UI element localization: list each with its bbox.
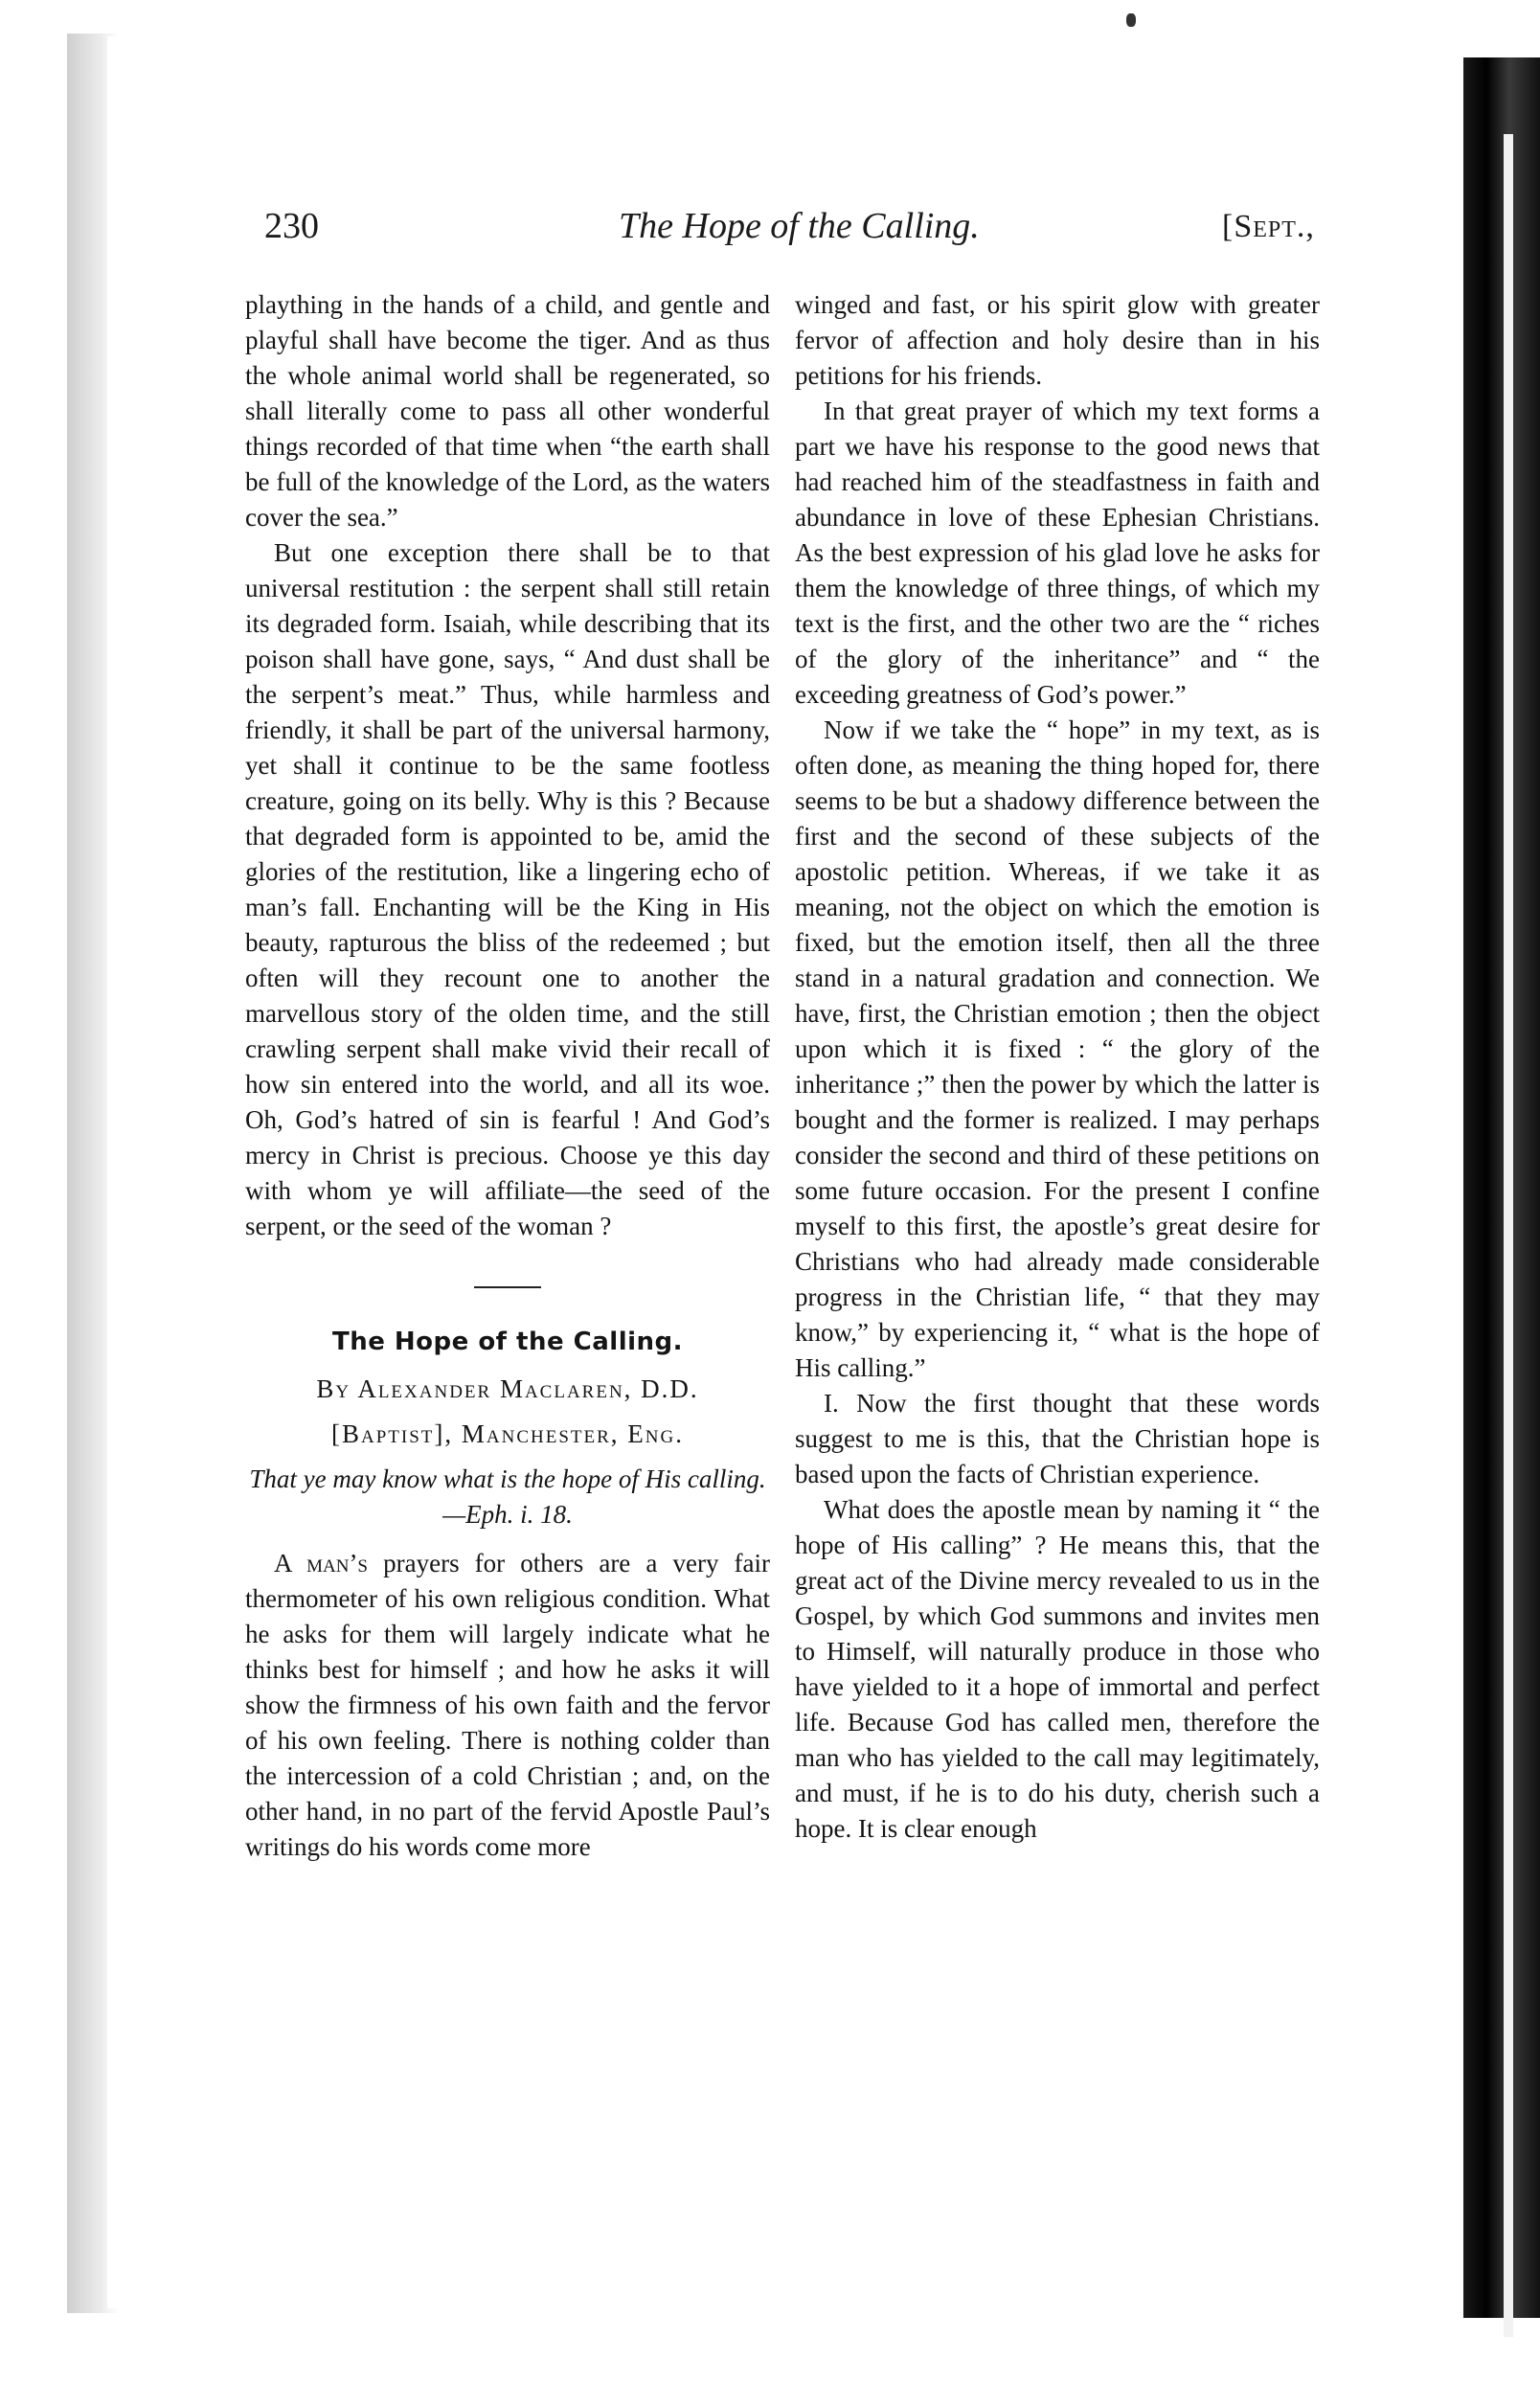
paragraph: But one exception there shall be to that universal restitution : the serpent shall still retain its degraded form. Isaiah, while describing that its poison shall have gone, says, “ And dust shall be the serpent’s meat.” Thus, while harmless and friendly, it shall be part of the universal harmony, yet shall it continue to be the same footless creature, going on its belly. Why is this ? Because that degraded form is appointed to be, amid the glories of the restitution, like a lingering echo of man’s fall. Enchanting will be the King in His beauty, rapturous the bliss of the redeemed ; but often will they recount one to another the marvellous story of the olden time, and the still crawling serpent shall make vivid their recall of how sin entered into the world, and all its woe. Oh, God’s hatred of sin is fearful ! And God’s mercy in Christ is precious. Choose ye this day with whom ye will affiliate—the seed of the serpent, or the seed of the woman ?	[245, 538, 770, 1240]
paragraph: winged and fast, or his spirit glow with greater fervor of affection and holy desire than in his petitions for his friends.	[795, 290, 1320, 390]
section-divider	[474, 1286, 541, 1288]
running-title: The Hope of the Calling.	[619, 206, 980, 246]
running-date: [Sept.,	[1222, 209, 1315, 244]
opening-text: prayers for others are a very fair thermometer of his own religious condition. What he asks for them will largely indicate what he thinks best for himself ; and how he asks it will show the firmness of his own faith and the fervor of his own feeling. There is nothing colder than the intercession of a cold Christian ; and, on the other hand, in no part of the fervid Apostle Paul’s writings do his words come more	[245, 1549, 771, 1861]
paragraph: What does the apostle mean by naming it “ the hope of His calling” ? He means this, that the great act of the Divine mercy revealed to us in the Gospel, by which God summons and invites men to Himself, will naturally produce in those who have yielded to it a hope of immortal and perfect life. Because God has called men, therefore the man who has yielded to the call may legitimately, and must, if he is to do his duty, cherish such a hope. It is clear enough	[795, 1495, 1320, 1843]
scripture-epigraph: That ye may know what is the hope of His calling.—Eph. i. 18.	[249, 1464, 766, 1529]
author-affiliation: [Baptist], Manchester, Eng.	[331, 1419, 684, 1448]
paragraph: In that great prayer of which my text forms a part we have his response to the good news that had reached him of the steadfastness in faith and abundance in love of these Ephesian Christians. As the best expression of his glad love he asks for them the knowledge of three things, of which my text is the first, and the other two are the “ riches of the glory of the inheritance” and “ the exceeding greatness of God’s power.”	[795, 397, 1320, 709]
next-page-edge	[1504, 134, 1513, 2337]
paragraph: I. Now the first thought that these words suggest to me is this, that the Christian hope is based upon the facts of Christian experience.	[795, 1389, 1320, 1488]
paragraph: plaything in the hands of a child, and gentle and playful shall have become the tiger. And as thus the whole animal world shall be regenerated, so shall literally come to pass all other wonderful things recorded of that time when “the earth shall be full of the knowledge of the Lord, as the waters cover the sea.”	[245, 290, 770, 532]
left-column	[245, 287, 770, 1865]
article-title: The Hope of the Calling.	[331, 1328, 684, 1356]
page-number: 230	[264, 206, 319, 246]
book-edge-dark	[1463, 57, 1540, 2318]
right-column	[795, 287, 1320, 1847]
dust-speck	[1126, 13, 1136, 27]
running-header	[264, 205, 1366, 262]
author-byline: By Alexander Maclaren, D.D.	[316, 1374, 699, 1403]
paragraph: Now if we take the “ hope” in my text, as is often done, as meaning the thing hoped for, there seems to be but a shadowy difference between the first and the second of these subjects of the apostolic petition. Whereas, if we take it as meaning, not the object on which the emotion is fixed, but the emotion itself, then all the three stand in a natural gradation and connection. We have, first, the Christian emotion ; then the object upon which it is fixed : “ the glory of the inheritance ;” then the power by which the latter is bought and the former is realized. I may perhaps consider the second and third of these petitions on some future occasion. For the present I confine myself to this first, the apostle’s great desire for Christians who had already made considerable progress in the Christian life, “ that they may know,” by experiencing it, “ what is the hope of His calling.”	[795, 715, 1320, 1382]
opening-small-caps: A man’s	[274, 1549, 369, 1578]
opening-paragraph	[245, 1546, 770, 1865]
